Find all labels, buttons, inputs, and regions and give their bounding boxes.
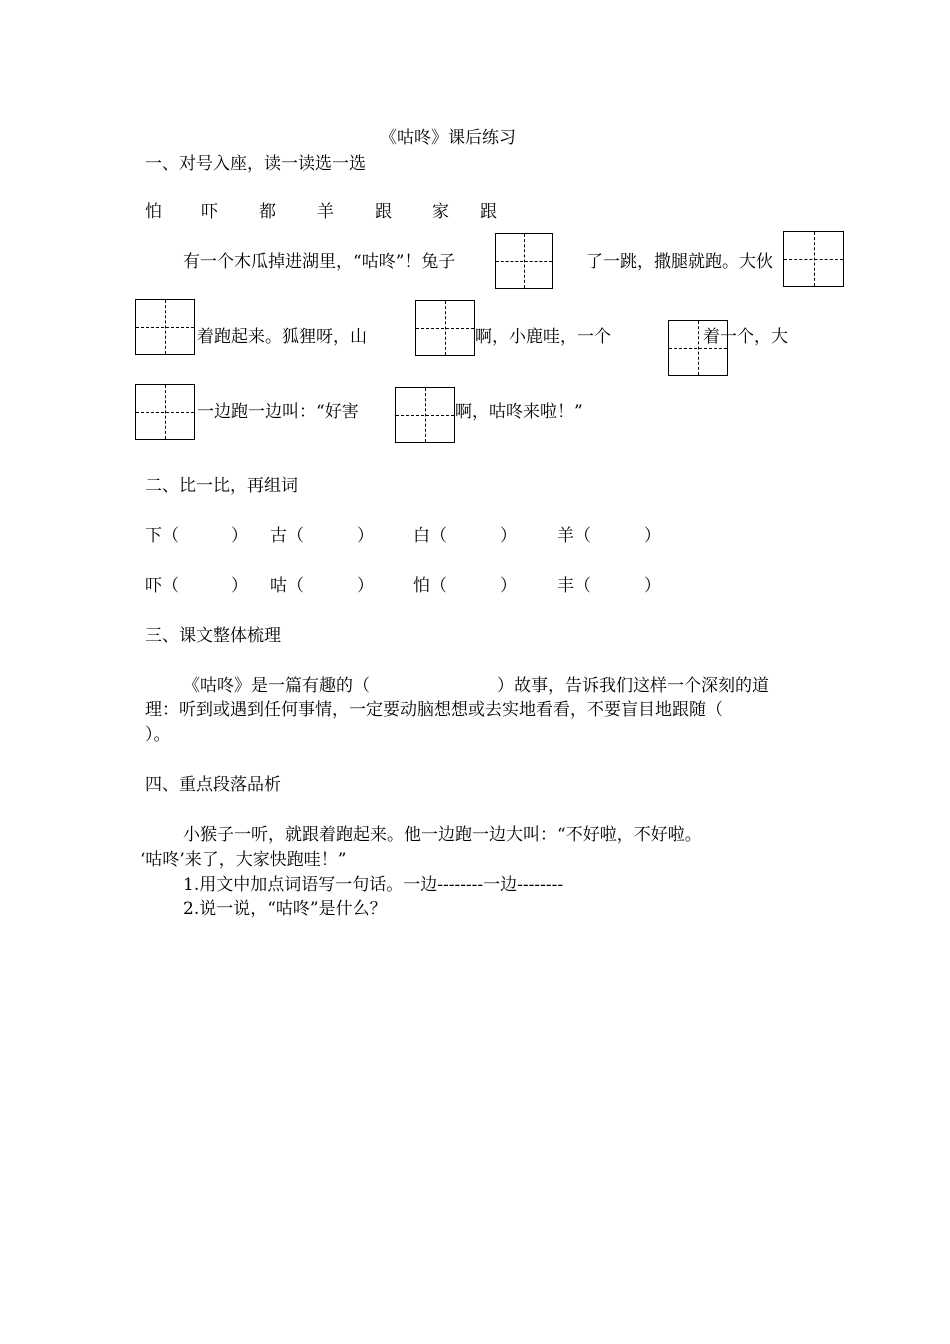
word-pair-close: ） <box>357 576 374 596</box>
paragraph-text: ‘咕咚’来了，大家快跑哇！” <box>140 850 347 870</box>
word-pair-close: ） <box>644 526 661 546</box>
passage-text: 一边跑一边叫：“好害 <box>197 402 359 422</box>
section-3-heading: 三、课文整体梳理 <box>145 626 281 646</box>
passage-text: 了一跳，撒腿就跑。大伙 <box>586 252 773 272</box>
word-pair-open: 咕（ <box>270 576 304 596</box>
word-pair-close: ） <box>357 526 374 546</box>
word-pair-open: 怕（ <box>413 576 447 596</box>
word-pair-open: 白（ <box>413 526 447 546</box>
choice-word: 家 <box>432 202 449 222</box>
passage-text: 着一个，大 <box>703 327 788 347</box>
writing-grid-box[interactable] <box>495 233 553 289</box>
word-pair-open: 吓（ <box>145 576 179 596</box>
summary-text: 《咕咚》是一篇有趣的（ <box>183 676 370 696</box>
word-pair-close: ） <box>500 576 517 596</box>
passage-text: 啊，咕咚来啦！” <box>455 402 583 422</box>
choice-word: 羊 <box>317 202 334 222</box>
question-2: 2.说一说，“咕咚”是什么？ <box>183 899 387 919</box>
writing-grid-box[interactable] <box>783 231 844 287</box>
choice-word: 跟 <box>375 202 392 222</box>
word-pair-open: 丰（ <box>557 576 591 596</box>
word-pair-open: 羊（ <box>557 526 591 546</box>
writing-grid-box[interactable] <box>135 299 195 355</box>
summary-text: ）。 <box>145 725 171 745</box>
word-pair-open: 古（ <box>270 526 304 546</box>
choice-word: 都 <box>259 202 276 222</box>
word-pair-open: 下（ <box>145 526 179 546</box>
summary-text: ）故事，告诉我们这样一个深刻的道 <box>497 676 769 696</box>
section-4-heading: 四、重点段落品析 <box>145 775 281 795</box>
choice-word: 吓 <box>201 202 218 222</box>
writing-grid-box[interactable] <box>135 384 195 440</box>
choice-word: 怕 <box>145 202 162 222</box>
word-pair-close: ） <box>231 526 248 546</box>
passage-text: 有一个木瓜掉进湖里，“咕咚”！兔子 <box>183 252 456 272</box>
passage-text: 啊，小鹿哇，一个 <box>475 327 611 347</box>
writing-grid-box[interactable] <box>395 387 455 443</box>
question-1: 1.用文中加点词语写一句话。一边--------一边-------- <box>183 875 564 895</box>
word-pair-close: ） <box>231 576 248 596</box>
section-1-heading: 一、对号入座，读一读选一选 <box>145 154 366 174</box>
page-title: 《咕咚》课后练习 <box>380 128 516 148</box>
choice-word: 跟 <box>480 202 497 222</box>
section-2-heading: 二、比一比，再组词 <box>145 476 298 496</box>
passage-text: 着跑起来。狐狸呀，山 <box>197 327 367 347</box>
word-pair-close: ） <box>644 576 661 596</box>
summary-text: 理：听到或遇到任何事情，一定要动脑想想或去实地看看，不要盲目地跟随（ <box>145 700 723 720</box>
paragraph-text: 小猴子一听，就跟着跑起来。他一边跑一边大叫：“不好啦，不好啦。 <box>183 825 702 845</box>
writing-grid-box[interactable] <box>415 300 475 356</box>
word-pair-close: ） <box>500 526 517 546</box>
